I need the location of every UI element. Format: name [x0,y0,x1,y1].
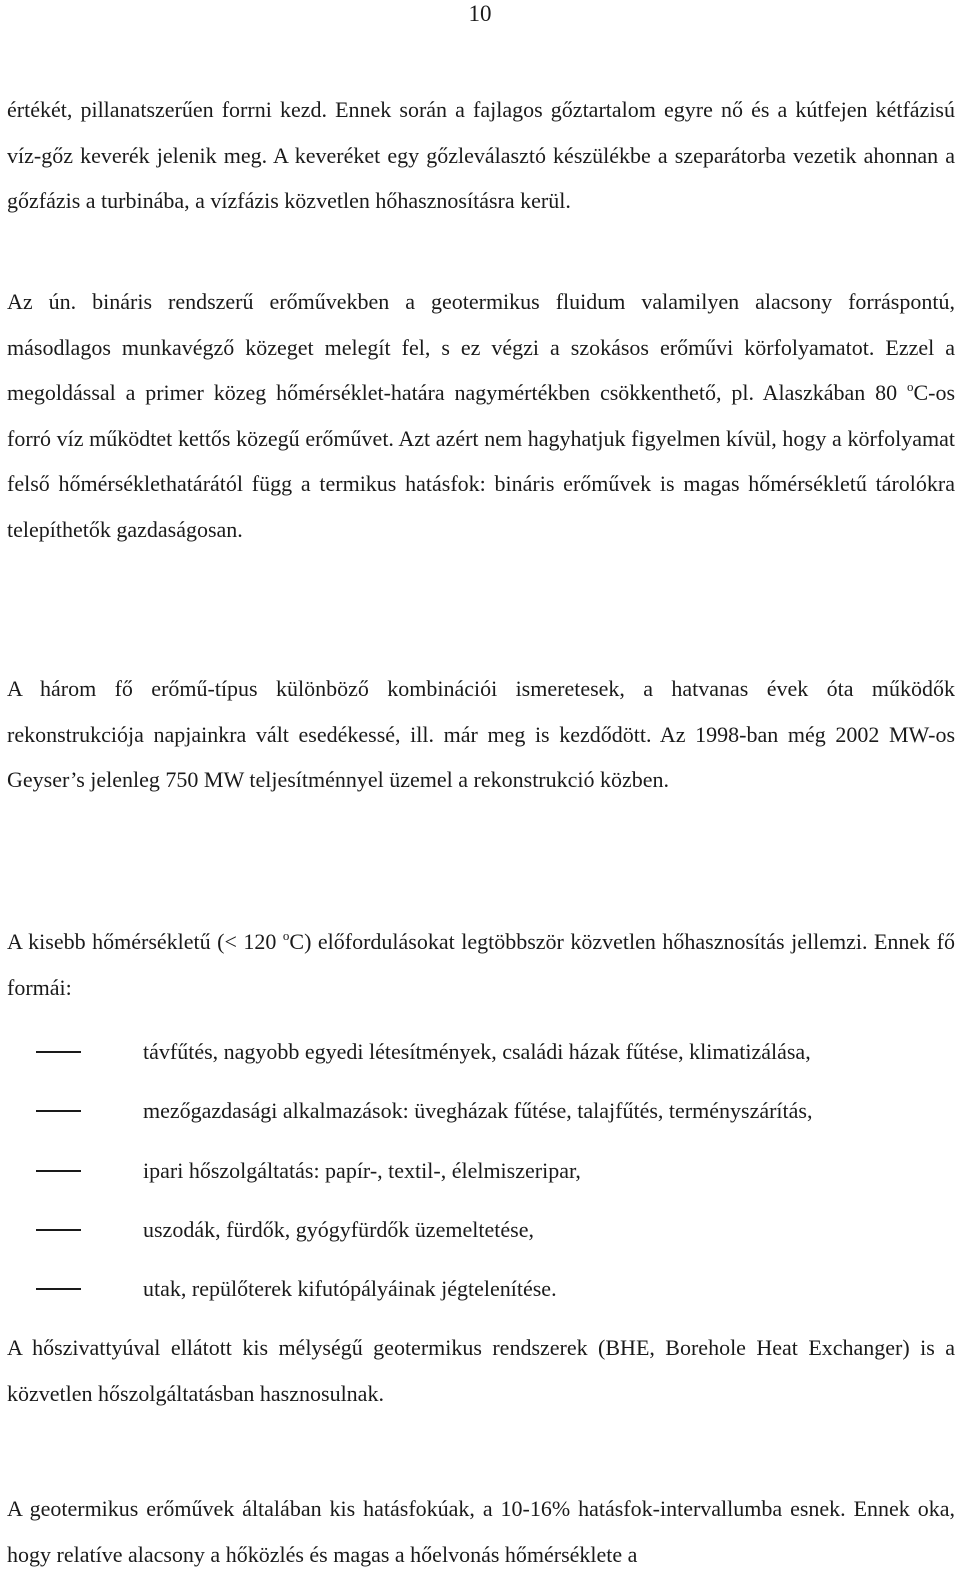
direct-use-text-part2: C) előfordulásokat legtöbbször közvetlen hőhasznosítás jellemzi. Ennek fő formái: [7,929,956,1000]
direct-use-list [0,1029,960,1325]
list-item [0,1148,960,1207]
binary-text-part1: Az ún. bináris rendszerű erőművekben a geotermikus fluidum valamilyen alacsony forráspontú, másodlagos munkavégző közeget melegít fel, s ez végzi a szokásos erőművi körfolyamatot. Ezzel a megoldással a primer közeg hőmérséklet-határa nagymértékben csökkenthető, pl. Alaszkában 80 [7,289,955,405]
paragraph-efficiency: A geotermikus erőművek általában kis hatásfokúak, a 10-16% hatásfok-intervallumba esnek. Ennek oka, hogy relatíve alacsony a hőközlés és magas a hőelvonás hőmérséklete a [7,1496,955,1567]
dash-bullet [36,1051,81,1053]
dash-bullet [36,1170,81,1172]
list-item-text: ipari hőszolgáltatás: papír-, textil-, élelmiszeripar, [143,1157,581,1183]
degree-superscript: o [282,928,290,943]
page-number: 10 [468,1,492,26]
list-item [0,1266,960,1325]
dash-bullet [36,1229,81,1231]
list-item-text: utak, repülőterek kifutópályáinak jégtelenítése. [143,1276,557,1302]
paragraph-binary-plants [7,279,955,552]
dash-bullet [36,1288,81,1290]
list-item [0,1088,960,1147]
list-item-text: uszodák, fürdők, gyógyfürdők üzemeltetése, [143,1216,534,1242]
list-item-text: mezőgazdasági alkalmazások: üvegházak fűtése, talajfűtés, terményszárítás, [143,1098,813,1124]
list-item [0,1029,960,1088]
degree-superscript: o [906,379,914,394]
dash-bullet [36,1110,81,1112]
list-item-text: távfűtés, nagyobb egyedi létesítmények, családi házak fűtése, klimatizálása, [143,1039,811,1064]
paragraph-direct-use [7,919,955,1010]
direct-use-text-part1: A kisebb hőmérsékletű (< 120 [7,929,283,954]
binary-text-part2: C-os forró víz működtet kettős közegű erőművet. Azt azért nem hagyhatjuk figyelmen kívül, hogy a körfolyamat felső hőmérséklethatárától függ a termikus hatásfok: bináris erőművek is magas hőmérsékletű tárolókra telepíthetők gazdaságosan. [7,380,955,542]
paragraph-heat-pumps: A hőszivattyúval ellátott kis mélységű geotermikus rendszerek (BHE, Borehole Heat Exchanger) is a közvetlen hőszolgáltatásban hasznosulnak. [7,1335,955,1406]
paragraph-plant-combinations: A három fő erőmű-típus különböző kombinációi ismeretesek, a hatvanas évek óta működők rekonstrukciója napjainkra vált esedékessé, ill. már meg is kezdődött. Az 1998-ban még 2002 MW-os Geyser’s jelenleg 750 MW teljesítménnyel üzemel a rekonstrukció közben. [7,676,955,792]
paragraph-steam-separation: értékét, pillanatszerűen forrni kezd. Ennek során a fajlagos gőztartalom egyre nő és a kútfejen kétfázisú víz-gőz keverék jelenik meg. A keveréket egy gőzleválasztó készülékbe a szeparátorba vezetik ahonnan a gőzfázis a turbinába, a vízfázis közvetlen hőhasznosításra kerül. [7,97,955,213]
list-item [0,1207,960,1266]
